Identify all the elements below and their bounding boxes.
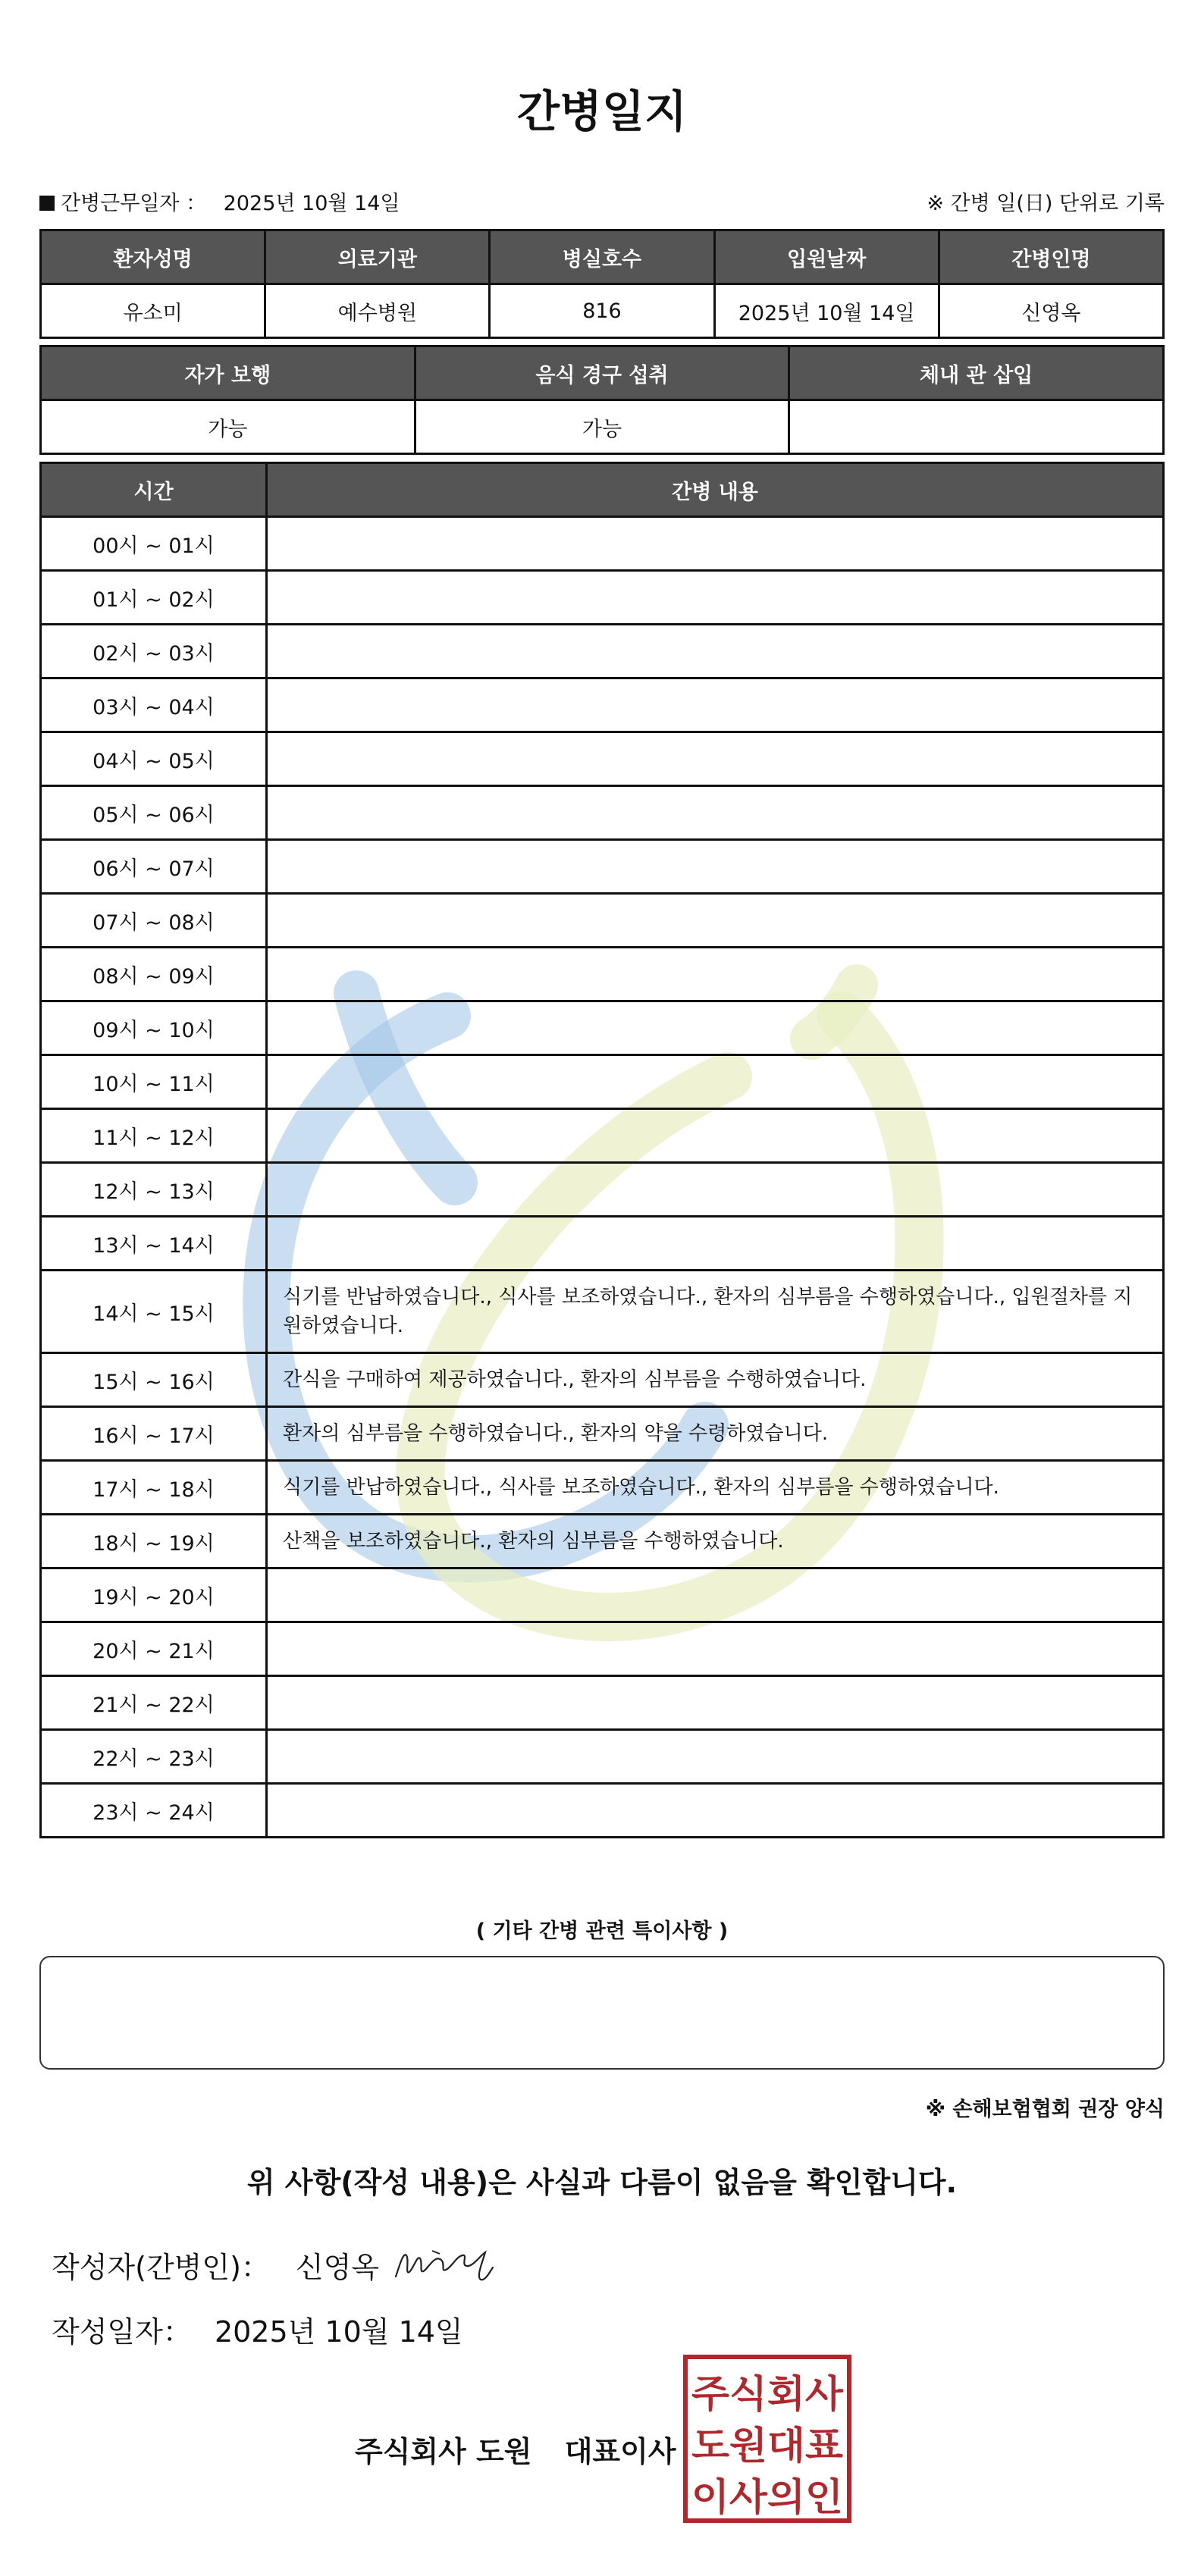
care-log-time: 22시 ~ 23시	[41, 1730, 267, 1784]
header-room: 병실호수	[490, 230, 714, 284]
written-date-label: 작성일자：	[52, 2315, 192, 2349]
square-bullet-icon	[39, 196, 55, 211]
patient-info-header-row	[41, 230, 1164, 284]
care-log-content	[267, 517, 1164, 571]
header-time: 시간	[41, 463, 267, 517]
patient-info-value-row	[41, 284, 1164, 338]
header-care-content: 간병 내용	[267, 463, 1164, 517]
room-number: 816	[490, 284, 714, 338]
patient-info-table	[39, 229, 1165, 339]
care-log-row	[41, 1163, 1164, 1217]
care-log-row	[41, 840, 1164, 894]
care-log-time: 08시 ~ 09시	[41, 948, 267, 1001]
care-log-row	[41, 786, 1164, 840]
seal-line-3: 이사의인	[691, 2475, 843, 2519]
care-log-row	[41, 1730, 1164, 1784]
care-log-time: 09시 ~ 10시	[41, 1001, 267, 1055]
patient-name: 유소미	[41, 284, 265, 338]
care-log-time: 05시 ~ 06시	[41, 786, 267, 840]
care-log-content	[267, 1109, 1164, 1163]
care-log-row	[41, 732, 1164, 786]
care-log-row	[41, 1055, 1164, 1109]
work-date-value: 2025년 10월 14일	[223, 192, 400, 215]
care-log-content	[267, 840, 1164, 894]
patient-status-header-row	[41, 346, 1164, 400]
confirmation-statement: 위 사항(작성 내용)은 사실과 다름이 없음을 확인합니다.	[246, 2166, 958, 2199]
company-name: 주식회사 도원	[355, 2435, 532, 2468]
care-log-time: 03시 ~ 04시	[41, 678, 267, 732]
recommend-note: ※ 손해보험협회 권장 양식	[925, 2098, 1165, 2121]
care-log-row	[41, 1622, 1164, 1676]
care-log-content: 환자의 심부름을 수행하였습니다., 환자의 약을 수령하였습니다.	[267, 1407, 1164, 1461]
care-log-time: 13시 ~ 14시	[41, 1217, 267, 1271]
care-log-content	[267, 625, 1164, 678]
care-log-time: 21시 ~ 22시	[41, 1676, 267, 1730]
care-log-content: 간식을 구매하여 제공하였습니다., 환자의 심부름을 수행하였습니다.	[267, 1353, 1164, 1407]
header-admission-date: 입원날짜	[714, 230, 939, 284]
care-log-content	[267, 1001, 1164, 1055]
care-log-row	[41, 1001, 1164, 1055]
care-log-time: 12시 ~ 13시	[41, 1163, 267, 1217]
care-log-row	[41, 1784, 1164, 1838]
patient-status-value-row	[41, 400, 1164, 454]
care-log-content	[267, 1568, 1164, 1622]
care-log-content	[267, 948, 1164, 1001]
care-log-row	[41, 571, 1164, 625]
care-log-time: 16시 ~ 17시	[41, 1407, 267, 1461]
seal-line-2: 도원대표	[691, 2424, 844, 2468]
writer-label: 작성자(간병인)：	[52, 2251, 270, 2284]
header-caregiver: 간병인명	[939, 230, 1163, 284]
tube-insertion-value	[789, 400, 1164, 454]
care-log-row	[41, 678, 1164, 732]
care-log-row	[41, 1217, 1164, 1271]
care-log-time: 01시 ~ 02시	[41, 571, 267, 625]
work-date-label: 간병근무일자 ：	[61, 192, 207, 215]
work-date	[39, 186, 400, 216]
care-log-row	[41, 1407, 1164, 1461]
care-log-row	[41, 1271, 1164, 1353]
care-log-content	[267, 1055, 1164, 1109]
care-log-time: 06시 ~ 07시	[41, 840, 267, 894]
admission-date: 2025년 10월 14일	[714, 284, 939, 338]
care-log-row	[41, 625, 1164, 678]
seal-line-1: 주식회사	[691, 2372, 844, 2416]
care-log-row	[41, 1353, 1164, 1407]
signature-image	[387, 2233, 500, 2293]
care-log-row	[41, 1515, 1164, 1568]
care-log-row	[41, 1568, 1164, 1622]
care-log-time: 20시 ~ 21시	[41, 1622, 267, 1676]
care-log-content	[267, 1784, 1164, 1838]
care-log-time: 14시 ~ 15시	[41, 1271, 267, 1353]
care-log-time: 07시 ~ 08시	[41, 894, 267, 948]
header-patient-name: 환자성명	[41, 230, 265, 284]
header-oral-intake: 음식 경구 섭취	[415, 346, 789, 400]
care-log-row	[41, 517, 1164, 571]
care-log-content	[267, 786, 1164, 840]
care-log-row	[41, 894, 1164, 948]
company-title: 대표이사	[564, 2435, 676, 2468]
written-date-value: 2025년 10월 14일	[214, 2315, 463, 2349]
care-log-content	[267, 1730, 1164, 1784]
care-log-row	[41, 1676, 1164, 1730]
care-log-content: 식기를 반납하였습니다., 식사를 보조하였습니다., 환자의 심부름을 수행하였습니다.	[267, 1461, 1164, 1515]
oral-intake-value: 가능	[415, 400, 789, 454]
care-log-row	[41, 1109, 1164, 1163]
care-log-table	[39, 462, 1165, 1838]
care-log-time: 04시 ~ 05시	[41, 732, 267, 786]
notes-title: ( 기타 간병 관련 특이사항 )	[475, 1919, 729, 1943]
care-log-time: 15시 ~ 16시	[41, 1353, 267, 1407]
care-log-time: 00시 ~ 01시	[41, 517, 267, 571]
patient-status-table	[39, 345, 1165, 455]
writer-line	[52, 2244, 379, 2286]
care-log-time: 11시 ~ 12시	[41, 1109, 267, 1163]
caregiver-name: 신영옥	[939, 284, 1163, 338]
care-log-content	[267, 1676, 1164, 1730]
care-log-header-row	[41, 463, 1164, 517]
care-log-row	[41, 948, 1164, 1001]
care-log-content	[267, 732, 1164, 786]
care-log-time: 17시 ~ 18시	[41, 1461, 267, 1515]
company-seal	[682, 2354, 852, 2524]
care-log-content: 산책을 보조하였습니다., 환자의 심부름을 수행하였습니다.	[267, 1515, 1164, 1568]
care-log-content	[267, 1622, 1164, 1676]
care-log-content	[267, 894, 1164, 948]
care-log-time: 10시 ~ 11시	[41, 1055, 267, 1109]
care-log-content	[267, 1217, 1164, 1271]
care-log-row	[41, 1461, 1164, 1515]
record-unit-note: ※ 간병 일(日) 단위로 기록	[927, 192, 1165, 215]
self-walking-value: 가능	[41, 400, 415, 454]
writer-name: 신영옥	[296, 2251, 380, 2284]
care-log-time: 02시 ~ 03시	[41, 625, 267, 678]
notes-box	[39, 1956, 1165, 2070]
header-tube-insertion: 체내 관 삽입	[789, 346, 1164, 400]
care-log-time: 19시 ~ 20시	[41, 1568, 267, 1622]
care-log-content	[267, 1163, 1164, 1217]
care-log-time: 23시 ~ 24시	[41, 1784, 267, 1838]
header-hospital: 의료기관	[265, 230, 490, 284]
care-log-content: 식기를 반납하였습니다., 식사를 보조하였습니다., 환자의 심부름을 수행하였습니다., 입원절차를 지원하였습니다.	[267, 1271, 1164, 1353]
written-date-line	[52, 2308, 463, 2350]
care-log-time: 18시 ~ 19시	[41, 1515, 267, 1568]
header-self-walking: 자가 보행	[41, 346, 415, 400]
care-log-content	[267, 678, 1164, 732]
page-title: 간병일지	[516, 86, 688, 137]
company-signoff	[355, 2428, 676, 2470]
hospital-name: 예수병원	[265, 284, 490, 338]
care-log-content	[267, 571, 1164, 625]
